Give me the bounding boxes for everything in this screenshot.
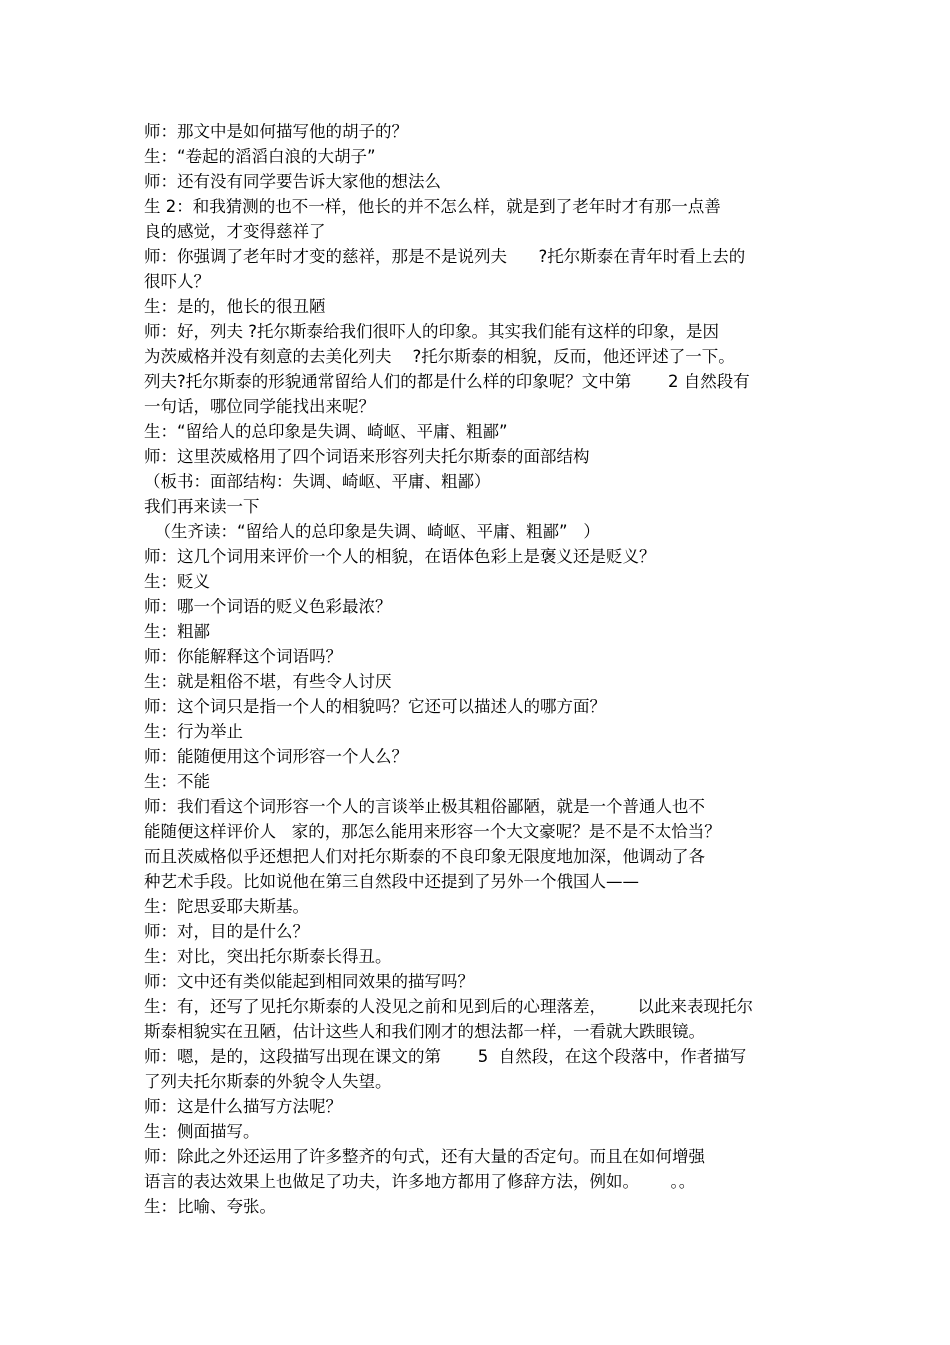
- text-line: 师：这是什么描写方法呢？: [144, 1097, 342, 1116]
- text-line: 生：行为举止: [144, 722, 243, 741]
- text-line: 师：你能解释这个词语吗？: [144, 647, 342, 666]
- text-line: 师：你强调了老年时才变的慈祥，那是不是说列夫 ?托尔斯泰在青年时看上去的: [144, 247, 746, 266]
- text-line: 生：侧面描写。: [144, 1122, 260, 1141]
- text-line: 师：我们看这个词形容一个人的言谈举止极其粗俗鄙陋，就是一个普通人也不: [144, 797, 705, 816]
- text-line: 而且茨威格似乎还想把人们对托尔斯泰的不良印象无限度地加深，他调动了各: [144, 847, 705, 866]
- text-line: 师：文中还有类似能起到相同效果的描写吗？: [144, 972, 474, 991]
- text-line: 师：能随便用这个词形容一个人么？: [144, 747, 408, 766]
- text-line: 一句话，哪位同学能找出来呢？: [144, 397, 375, 416]
- text-line: 生：粗鄙: [144, 622, 210, 641]
- text-line: 生：就是粗俗不堪，有些令人讨厌: [144, 672, 392, 691]
- text-line: 生：比喻、夸张。: [144, 1197, 276, 1216]
- text-line: 师：那文中是如何描写他的胡子的？: [144, 122, 408, 141]
- text-line: 为茨威格并没有刻意的去美化列夫 ?托尔斯泰的相貌，反而，他还评述了一下。: [144, 347, 735, 366]
- text-line: 师：嗯，是的，这段描写出现在课文的第 5 自然段，在这个段落中，作者描写: [144, 1047, 747, 1066]
- text-line: 了列夫托尔斯泰的外貌令人失望。: [144, 1072, 392, 1091]
- text-line: 列夫?托尔斯泰的形貌通常留给人们的都是什么样的印象呢？文中第 2 自然段有: [144, 372, 750, 391]
- text-line: 生：贬义: [144, 572, 210, 591]
- text-line: 师：哪一个词语的贬义色彩最浓？: [144, 597, 392, 616]
- text-line: 能随便这样评价人 家的，那怎么能用来形容一个大文豪呢？是不是不太恰当？: [144, 822, 721, 841]
- text-line: 师：还有没有同学要告诉大家他的想法么: [144, 172, 441, 191]
- text-line: 生：陀思妥耶夫斯基。: [144, 897, 309, 916]
- text-line: 师：这里茨威格用了四个词语来形容列夫托尔斯泰的面部结构: [144, 447, 590, 466]
- text-line: 生：“卷起的滔滔白浪的大胡子”: [144, 147, 376, 166]
- text-line: 生：有，还写了见托尔斯泰的人没见之前和见到后的心理落差， 以此来表现托尔: [144, 997, 753, 1016]
- text-line: 生：对比，突出托尔斯泰长得丑。: [144, 947, 392, 966]
- text-line: 很吓人？: [144, 272, 210, 291]
- text-line: 师：除此之外还运用了许多整齐的句式，还有大量的否定句。而且在如何增强: [144, 1147, 705, 1166]
- text-line: 师：这几个词用来评价一个人的相貌，在语体色彩上是褒义还是贬义？: [144, 547, 656, 566]
- text-line: （板书：面部结构：失调、崎岖、平庸、粗鄙）: [144, 472, 491, 491]
- text-line: （生齐读：“留给人的总印象是失调、崎岖、平庸、粗鄙” ）: [144, 522, 600, 541]
- text-line: 生：是的，他长的很丑陋: [144, 297, 326, 316]
- text-line: 师：对，目的是什么？: [144, 922, 309, 941]
- text-line: 斯泰相貌实在丑陋，估计这些人和我们刚才的想法都一样，一看就大跌眼镜。: [144, 1022, 705, 1041]
- text-line: 师：好，列夫 ?托尔斯泰给我们很吓人的印象。其实我们能有这样的印象，是因: [144, 322, 720, 341]
- text-line: 师：这个词只是指一个人的相貌吗？它还可以描述人的哪方面？: [144, 697, 606, 716]
- text-line: 种艺术手段。比如说他在第三自然段中还提到了另外一个俄国人——: [144, 872, 639, 891]
- text-line: 生：不能: [144, 772, 210, 791]
- text-line: 我们再来读一下: [144, 497, 260, 516]
- text-line: 生：“留给人的总印象是失调、崎岖、平庸、粗鄙”: [144, 422, 508, 441]
- text-line: 语言的表达效果上也做足了功夫，许多地方都用了修辞方法，例如。 。。: [144, 1172, 696, 1191]
- text-line: 良的感觉，才变得慈祥了: [144, 222, 326, 241]
- text-line: 生 2：和我猜测的也不一样，他长的并不怎么样，就是到了老年时才有那一点善: [144, 197, 721, 216]
- document-body: [144, 119, 824, 1219]
